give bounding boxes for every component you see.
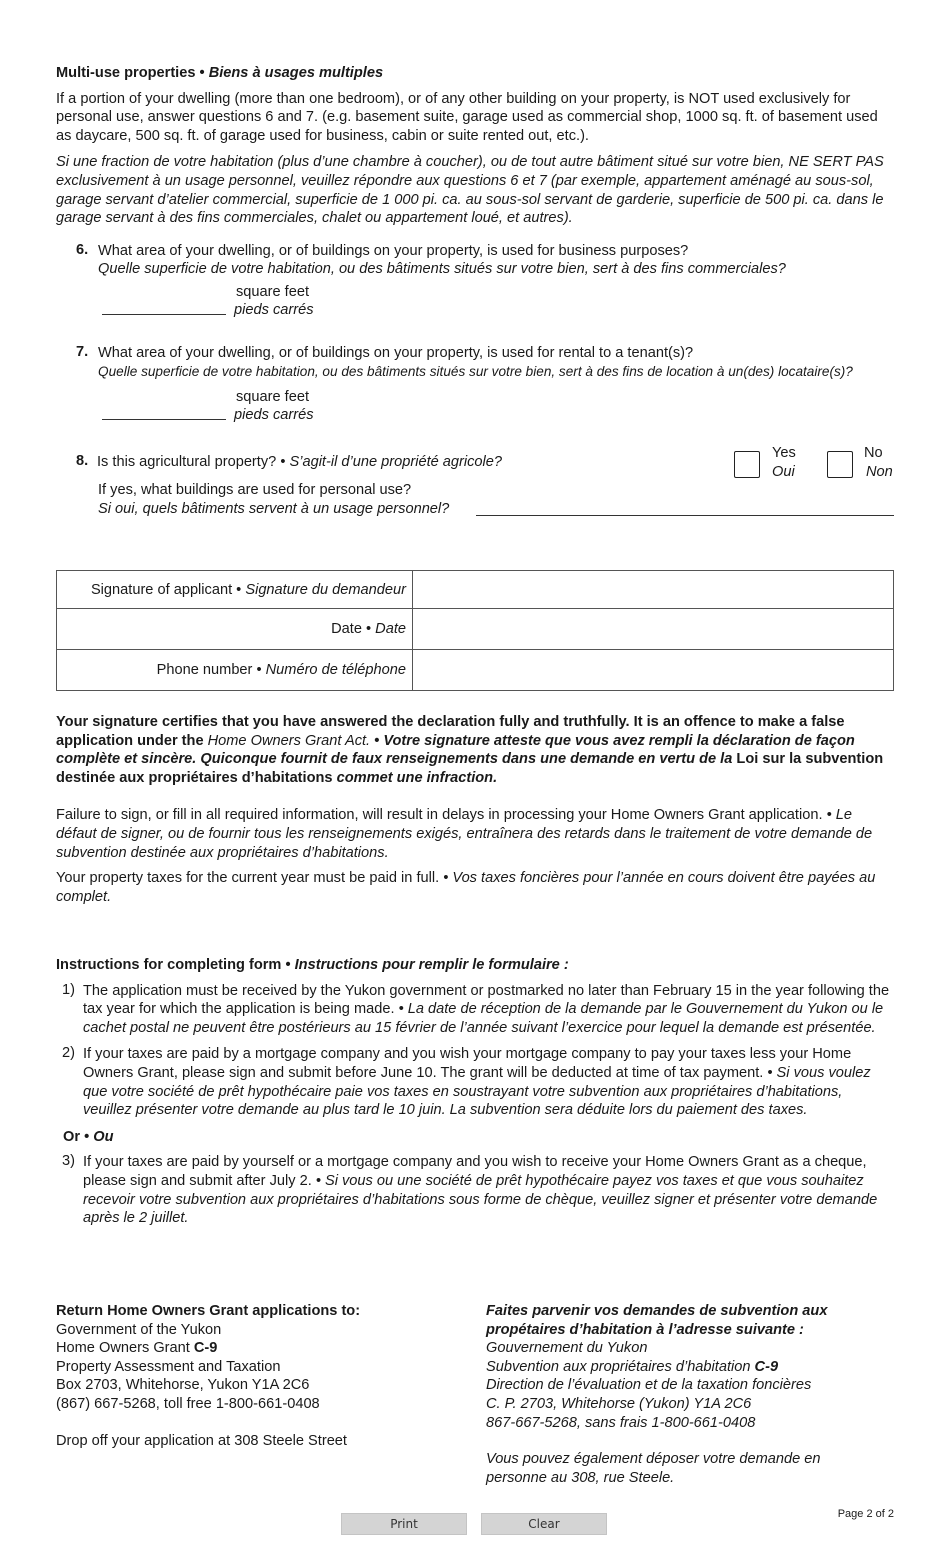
failure-notice: Failure to sign, or fill in all required information, will result in delays in processing your Home Owners Grant application. • Le défaut de signer, ou de fournir tous les renseignements exigés, entraînera des retards dans le traitement de votre demande de subvention destinée aux propriétaires d’habitations.: [56, 807, 873, 861]
unit-label-fr: pieds carrés: [234, 407, 314, 424]
multi-use-para-en: If a portion of your dwelling (more than one bedroom), or of any other building on your property, is NOT used exclusively for personal use, answer questions 6 and 7. (e.g. basement suite, garage used as commercial shop, 1000 sq. ft. of basement used as daycare, 500 sq. ft. of garage used for business, cabin or suite rented out, etc.).: [56, 90, 878, 144]
follow-up-fr: Si oui, quels bâtiments servent à un usage personnel?: [98, 501, 450, 517]
yes-label-en: Yes: [772, 445, 796, 461]
date-row: [57, 609, 894, 650]
no-label-en: No: [864, 445, 883, 461]
phone-row: [57, 650, 894, 691]
question-text-fr: Quelle superficie de votre habitation, ou des bâtiments situés sur votre bien, sert à des fins de location à un(des) locataire(s)?: [98, 363, 853, 379]
question-text-en: What area of your dwelling, or of buildings on your property, is used for business purposes?: [98, 242, 689, 259]
multi-use-heading: Multi-use properties • Biens à usages multiples: [56, 65, 384, 81]
dropoff-en: Drop off your application at 308 Steele Street: [56, 1432, 347, 1449]
no-checkbox[interactable]: [827, 451, 853, 478]
instruction-item: 1) The application must be received by the Yukon government or postmarked no later than February 15 in the year following the tax year for which the application is being made. • La date de réception de la demande par le Gouvernement du Yukon ou le cachet postal ne peuvent être postérieurs au 15 février de l’année suivant l’exercice pour lequel la demande est présentée.: [62, 981, 890, 1036]
question-number: 7.: [76, 343, 89, 360]
question-number: 8.: [76, 453, 89, 469]
multi-use-section: [56, 64, 894, 429]
return-heading-en: Return Home Owners Grant applications to:: [56, 1303, 361, 1319]
signature-label: Signature of applicant • Signature du demandeur: [57, 571, 413, 609]
return-address-fr: Faites parvenir vos demandes de subvention aux propétaires d’habitation à l’adresse suivante : Gouvernement du Yukon Subvention aux propriétaires d’habitation C-9 Direction de l’évaluation et de la taxation foncières C. P. 2703, Whitehorse (Yukon) Y1A 2C6 867-667-5268, sans frais 1-800-661-0408 Vous pouvez également déposer votre demande en personne au 308, rue Steele.: [486, 1302, 881, 1487]
question-7: [56, 344, 894, 429]
question-6: [56, 242, 894, 324]
date-label: Date • Date: [57, 609, 413, 650]
rental-area-input[interactable]: [102, 419, 226, 420]
phone-label: Phone number • Numéro de téléphone: [57, 650, 413, 691]
business-area-input[interactable]: [102, 314, 226, 315]
clear-button[interactable]: Clear: [481, 1513, 607, 1535]
question-number: 6.: [76, 241, 89, 258]
or-separator: Or • Ou: [63, 1128, 114, 1145]
follow-up-en: If yes, what buildings are used for personal use?: [98, 482, 412, 498]
instructions-section: [56, 956, 894, 1236]
declaration-text: Your signature certifies that you have answered the declaration fully and truthfully. It is an offence to make a false application under the Home Owners Grant Act. • Votre signature atteste que vous avez rempli la déclaration de façon complète et sincère. Quiconque fournit de faux renseignements dans une demande en vertu de la Loi sur la subvention destinée aux propriétaires d’habitations commet une infraction.: [56, 714, 884, 786]
yes-label-fr: Oui: [772, 464, 795, 480]
unit-label-en: square feet: [236, 283, 310, 300]
print-button[interactable]: Print: [341, 1513, 467, 1535]
unit-label-fr: pieds carrés: [234, 301, 314, 318]
return-address-section: [56, 1302, 894, 1492]
return-address-en: Return Home Owners Grant applications to: Government of the Yukon Home Owners Grant C-9 Property Assessment and Taxation Box 2703, Whitehorse, Yukon Y1A 2C6 (867) 667-5268, toll free 1-800-661-0408 Drop off your application at 308 Steele Street: [56, 1302, 456, 1450]
question-text: Is this agricultural property? • S’agit-il d’une propriété agricole?: [97, 454, 503, 470]
unit-label-en: square feet: [236, 389, 310, 406]
phone-field[interactable]: [413, 650, 894, 691]
business-area-answer: [98, 284, 894, 324]
yes-checkbox[interactable]: [734, 451, 760, 478]
return-heading-fr: Faites parvenir vos demandes de subvention aux propétaires d’habitation à l’adresse suivante :: [486, 1303, 828, 1338]
signature-row: [57, 571, 894, 609]
personal-use-buildings-input[interactable]: [476, 515, 894, 516]
dropoff-fr: Vous pouvez également déposer votre demande en personne au 308, rue Steele.: [486, 1451, 821, 1486]
instructions-heading: Instructions for completing form • Instructions pour remplir le formulaire :: [56, 957, 569, 973]
page-number: Page 2 of 2: [837, 1508, 894, 1520]
taxes-notice: Your property taxes for the current year must be paid in full. • Vos taxes foncières pour l’année en cours doivent être payées au complet.: [56, 870, 876, 905]
no-label-fr: Non: [866, 464, 893, 480]
question-text-fr: Quelle superficie de votre habitation, ou des bâtiments situés sur votre bien, sert à des fins commerciales?: [98, 261, 786, 278]
multi-use-para-fr: Si une fraction de votre habitation (plus d’une chambre à coucher), ou de tout autre bâtiment situé sur votre bien, NE SERT PAS exclusivement à un usage personnel, veuillez répondre aux questions 6 et 7 (par exemple, appartement aménagé au sous-sol, garage servant d’atelier commercial, superficie de 1 000 pi. ca. au sous-sol servant de garderie, superficie de 500 pi. ca. dans le garage servant à des fins commerciales, chalet ou appartement loué, et autres).: [56, 154, 884, 227]
question-text-en: What area of your dwelling, or of buildings on your property, is used for rental to a tenant(s)?: [98, 344, 694, 361]
declaration-section: [56, 713, 894, 906]
instruction-item: 3) If your taxes are paid by yourself or a mortgage company and you wish to receive your Home Owners Grant as a cheque, please sign and submit after July 2. • Si vous ou une société de prêt hypothécaire payez vos taxes et que vous souhaitez recevoir votre subvention aux propriétaires d’habitations sous forme de chèque, veuillez signer et présenter votre demande après le 2 juillet.: [62, 1153, 878, 1227]
question-8: [56, 445, 894, 522]
rental-area-answer: [98, 389, 894, 429]
signature-table: [56, 570, 894, 691]
date-field[interactable]: [413, 609, 894, 650]
instruction-item: 2) If your taxes are paid by a mortgage company and you wish your mortgage company to pay your taxes less your Home Owners Grant, please sign and submit before June 10. The grant will be deducted at time of tax payment. • Si vous voulez que votre société de prêt hypothécaire paie vos taxes en soustrayant votre subvention aux propriétaires d’habitations, veuillez présenter votre demande au plus tard le 10 juin. La subvention sera déduite lors du paiement des taxes.: [62, 1045, 871, 1119]
signature-field[interactable]: [413, 571, 894, 609]
